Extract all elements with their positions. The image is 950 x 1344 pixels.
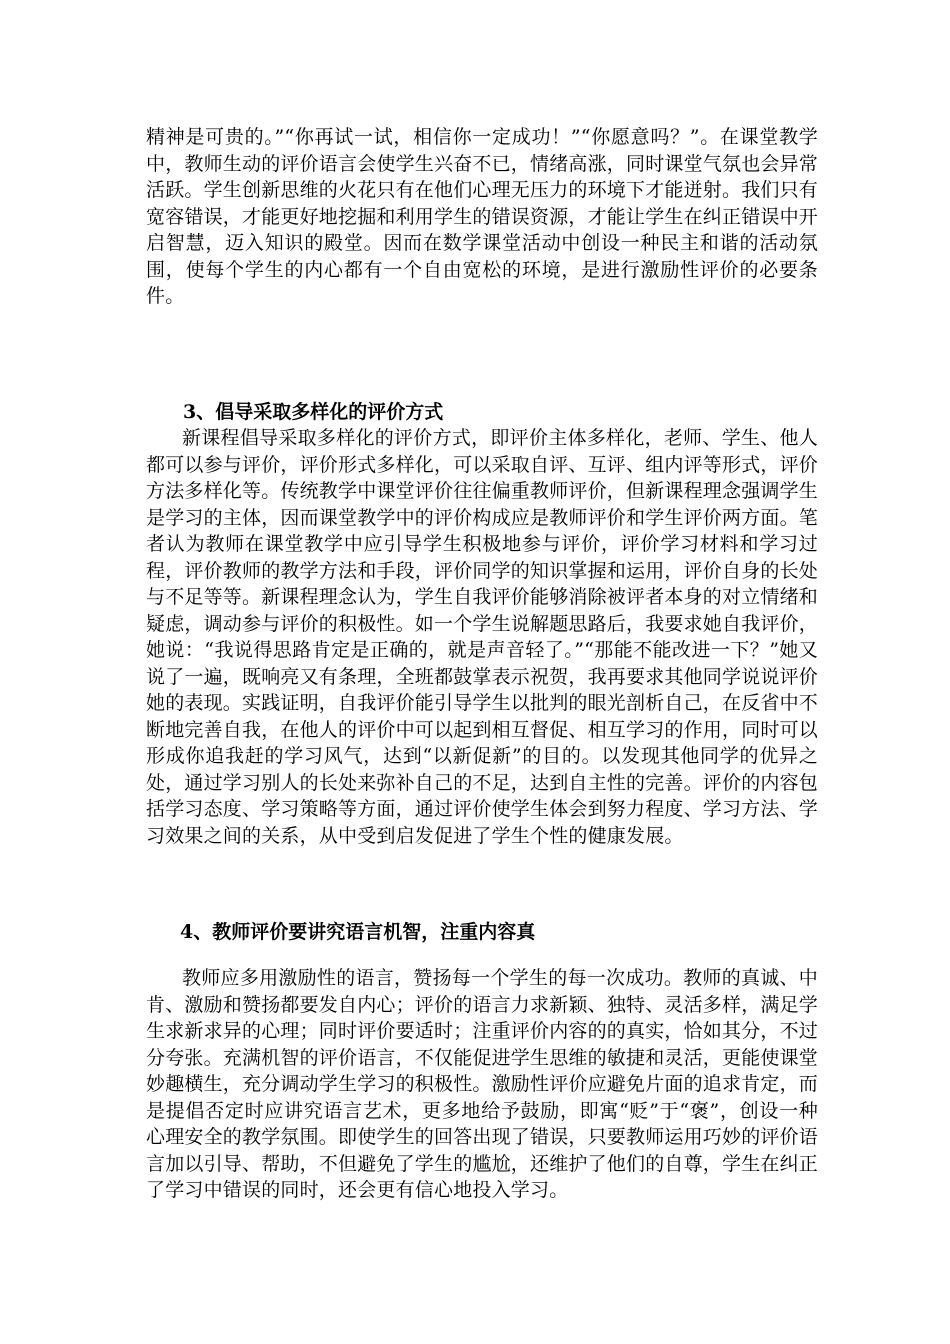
section-3-heading: 3、倡导采取多样化的评价方式 [183,401,444,423]
section-3-block [146,399,818,849]
section-4-body: 教师应多用激励性的语言，赞扬每一个学生的每一次成功。教师的真诚、中肯、激励和赞扬都要发自内心；评价的语言力求新颖、独特、灵活多样，满足学生求新求异的心理；同时评价要适时；注重评价内容的的真实，恰如其分，不过分夸张。充满机智的评价语言，不仅能促进学生思维的敏捷和灵活，更能使课堂妙趣横生，充分调动学生学习的积极性。激励性评价应避免片面的追求肯定，而是提倡否定时应讲究语言艺术，更多地给予鼓励，即寓“贬”于“褒”，创设一种心理安全的教学氛围。即使学生的回答出现了错误，只要教师运用巧妙的评价语言加以引导、帮助，不但避免了学生的尴尬，还维护了他们的自尊，学生在纠正了学习中错误的同时，还会更有信心地投入学习。 [146,967,819,1201]
section-3-body: 新课程倡导采取多样化的评价方式，即评价主体多样化，老师、学生、他人都可以参与评价，评价形式多样化，可以采取自评、互评、组内评等形式，评价方法多样化等。传统教学中课堂评价往往偏重教师评价，但新课程理念强调学生是学习的主体，因而课堂教学中的评价构成应是教师评价和学生评价两方面。笔者认为教师在课堂教学中应引导学生积极地参与评价，评价学习材料和学习过程，评价教师的教学方法和手段，评价同学的知识掌握和运用，评价自身的长处与不足等等。新课程理念认为，学生自我评价能够消除被评者本身的对立情绪和疑虑，调动参与评价的积极性。如一个学生说解题思路后，我要求她自我评价，她说：“我说得思路肯定是正确的，就是声音轻了。”“那能不能改进一下？”她又说了一遍，既响亮又有条理，全班都鼓掌表示祝贺，我再要求其他同学说说评价她的表现。实践证明，自我评价能引导学生以批判的眼光剖析自己，在反省中不断地完善自我，在他人的评价中可以起到相互督促、相互学习的作用，同时可以形成你追我赶的学习风气，达到“以新促新”的目的。以发现其他同学的优异之处，通过学习别人的长处来弥补自己的不足，达到自主性的完善。评价的内容包括学习态度、学习策略等方面，通过评价使学生体会到努力程度、学习方法、学习效果之间的关系，从中受到启发促进了学生个性的健康发展。 [146,427,819,847]
intro-block [146,124,818,310]
section-4-heading: 4、教师评价要讲究语言机智，注重内容真 [180,921,536,943]
section-4-block [146,919,818,1204]
intro-paragraph: 精神是可贵的。”“你再试一试，相信你一定成功！”“你愿意吗？”。在课堂教学中，教师生动的评价语言会使学生兴奋不已，情绪高涨，同时课堂气氛也会异常活跃。学生创新思维的火花只有在他们心理无压力的环境下才能迸射。我们只有宽容错误，才能更好地挖掘和利用学生的错误资源，才能让学生在纠正错误中开启智慧，迈入知识的殿堂。因而在数学课堂活动中创设一种民主和谐的活动氛围，使每个学生的内心都有一个自由宽松的环境，是进行激励性评价的必要条件。 [146,126,819,307]
